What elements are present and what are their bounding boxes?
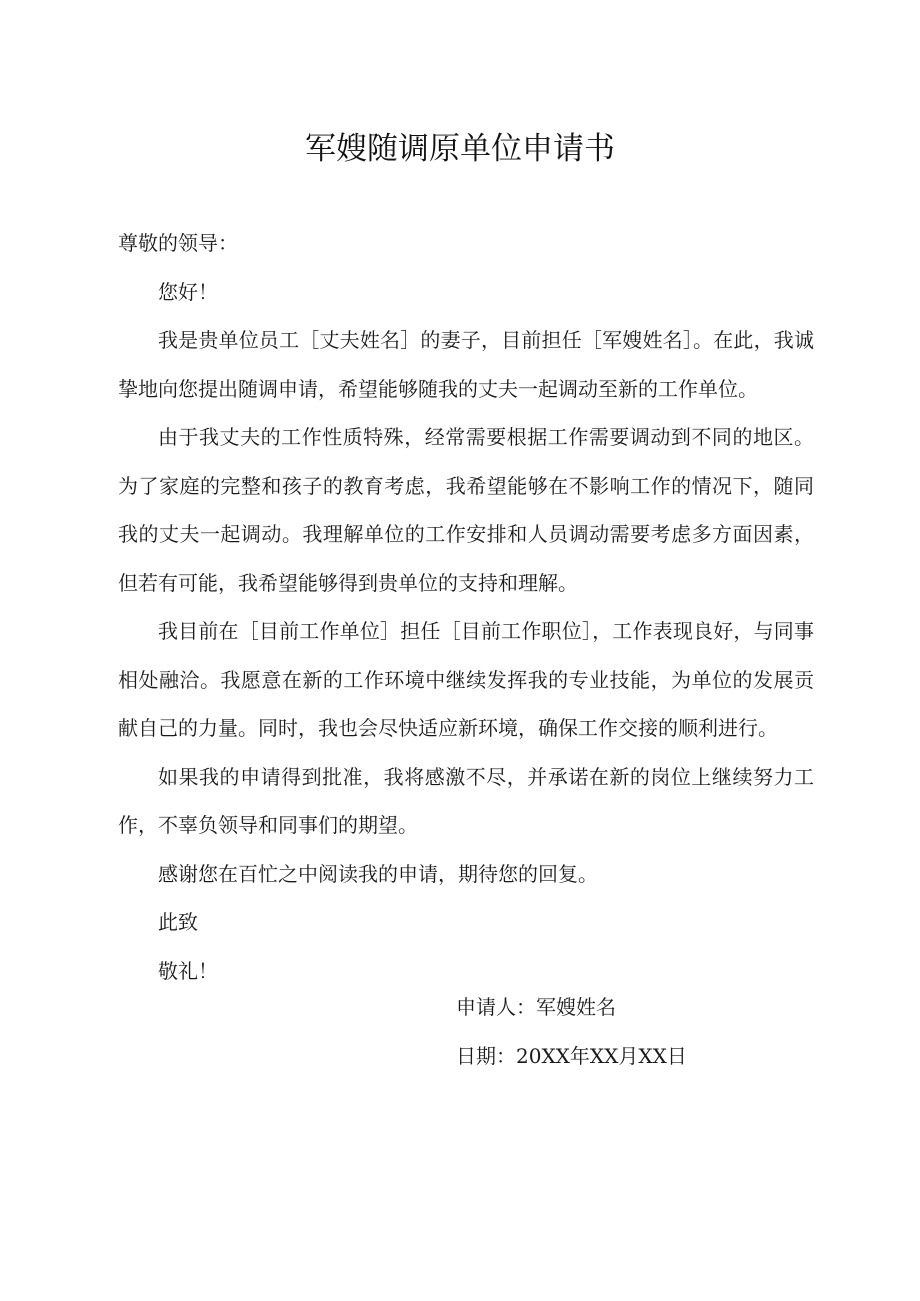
signature-block [456,983,687,1080]
paragraph-1: 我是贵单位员工［丈夫姓名］的妻子，目前担任［军嫂姓名］。在此，我诚挚地向您提出随调申请，希望能够随我的丈夫一起调动至新的工作单位。 [118,328,814,401]
paragraph-5: 感谢您在百忙之中阅读我的申请，期待您的回复。 [158,861,598,886]
paragraph-2: 由于我丈夫的工作性质特殊，经常需要根据工作需要调动到不同的地区。为了家庭的完整和孩子的教育考虑，我希望能够在不影响工作的情况下，随同我的丈夫一起调动。我理解单位的工作安排和人员调动需要考虑多方面因素，但若有可能，我希望能够得到贵单位的支持和理解。 [118,425,814,595]
document-title: 军嫂随调原单位申请书 [305,131,615,167]
salutation: 尊敬的领导： [118,231,238,255]
paragraph-4: 如果我的申请得到批准，我将感激不尽，并承诺在新的岗位上继续努力工作，不辜负领导和同事们的期望。 [118,764,814,837]
letter-body [118,219,814,995]
closing-line-2: 敬礼！ [158,958,218,983]
greeting: 您好！ [158,279,218,304]
applicant-line: 申请人：军嫂姓名 [456,995,616,1019]
date-line: 日期：20XX年XX月XX日 [456,1043,687,1068]
paragraph-3: 我目前在［目前工作单位］担任［目前工作职位］，工作表现良好，与同事相处融洽。我愿意在新的工作环境中继续发挥我的专业技能，为单位的发展贡献自己的力量。同时，我也会尽快适应新环境，确保工作交接的顺利进行。 [118,619,814,740]
closing-line-1: 此致 [158,910,198,934]
